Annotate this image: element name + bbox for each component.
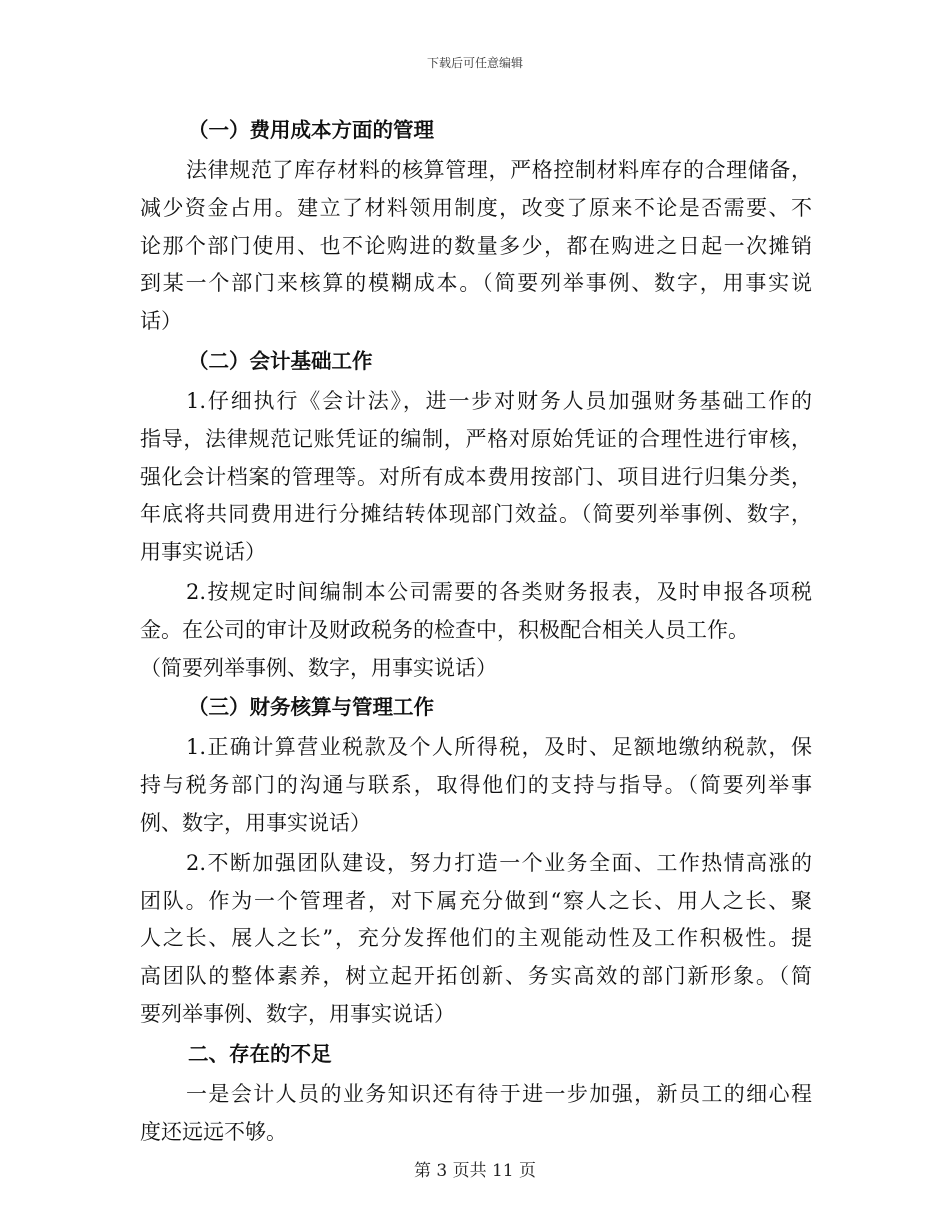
text-line: 到某一个部门来核算的模糊成本。（简要列举事例、数字，用事实说 — [140, 271, 812, 296]
document-body — [140, 112, 812, 1153]
text-line: 持与税务部门的沟通与联系，取得他们的支持与指导。（简要列举事 — [140, 773, 812, 798]
text-line: 例、数字，用事实说话） — [140, 810, 371, 835]
text-line: 一是会计人员的业务知识还有待于进一步加强，新员工的细心程 — [186, 1081, 812, 1106]
text-line: 高团队的整体素养，树立起开拓创新、务实高效的部门新形象。（简 — [140, 964, 812, 989]
text-line: 团队。作为一个管理者，对下属充分做到“察人之长、用人之长、聚 — [140, 888, 812, 913]
paragraph-financial-reports — [140, 574, 812, 687]
paragraph-cost-management — [140, 152, 812, 341]
text-line: 话） — [140, 309, 182, 334]
paragraph-tax-payment — [140, 729, 812, 842]
text-line: 年底将共同费用进行分摊结转体现部门效益。（简要列举事例、数字， — [140, 502, 812, 527]
section-heading-cost-management: （一）费用成本方面的管理 — [188, 118, 434, 142]
section-heading-accounting-basics: （二）会计基础工作 — [188, 348, 373, 373]
text-line: 法律规范了库存材料的核算管理，严格控制材料库存的合理储备， — [186, 158, 812, 182]
text-line: 指导，法律规范记账凭证的编制，严格对原始凭证的合理性进行审核， — [140, 426, 812, 451]
text-line: 金。在公司的审计及财政税务的检查中，积极配合相关人员工作。 — [140, 617, 749, 642]
paragraph-shortcomings — [140, 1076, 812, 1152]
paragraph-team-building — [140, 845, 812, 1034]
text-line: 2.按规定时间编制本公司需要的各类财务报表，及时申报各项税 — [186, 579, 812, 604]
section-heading-shortcomings: 二、存在的不足 — [188, 1041, 332, 1066]
text-line: 减少资金占用。建立了材料领用制度，改变了原来不论是否需要、不 — [140, 195, 812, 220]
page-header: 下载后可任意编辑 — [426, 56, 523, 70]
text-line: 用事实说话） — [140, 540, 266, 565]
text-line: 1.仔细执行《会计法》，进一步对财务人员加强财务基础工作的 — [186, 388, 812, 413]
text-line: 人之长、展人之长”，充分发挥他们的主观能动性及工作积极性。提 — [140, 926, 812, 951]
text-line: 要列举事例、数字，用事实说话） — [140, 1001, 455, 1026]
text-line: 论那个部门使用、也不论购进的数量多少，都在购进之日起一次摊销 — [140, 233, 812, 258]
text-line: 2.不断加强团队建设，努力打造一个业务全面、工作热情高涨的 — [186, 850, 812, 875]
text-line: （简要列举事例、数字，用事实说话） — [140, 655, 497, 680]
page-number-footer: 第 3 页共 11 页 — [413, 1161, 537, 1181]
section-heading-financial-accounting: （三）财务核算与管理工作 — [188, 695, 434, 720]
text-line: 强化会计档案的管理等。对所有成本费用按部门、项目进行归集分类， — [140, 464, 812, 489]
text-line: 1.正确计算营业税款及个人所得税，及时、足额地缴纳税款，保 — [186, 735, 812, 760]
text-line: 度还远远不够。 — [140, 1119, 287, 1144]
paragraph-accounting-law — [140, 383, 812, 572]
